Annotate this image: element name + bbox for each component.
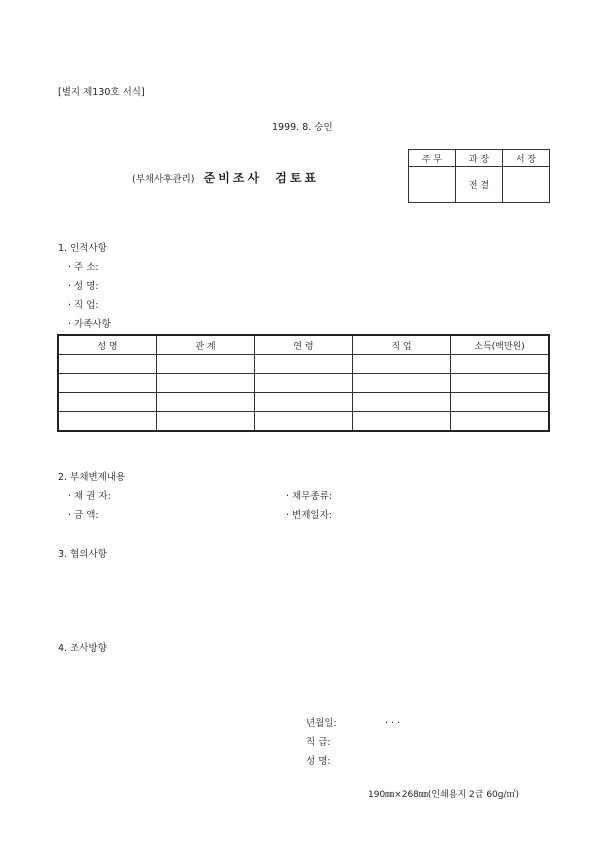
family-col-name: 성 명: [58, 335, 157, 355]
signature-name-field[interactable]: 성 명:: [306, 756, 331, 767]
approval-header-manager: 주 무: [409, 150, 456, 167]
signature-date-field[interactable]: . . .: [385, 715, 401, 726]
table-cell[interactable]: [255, 412, 353, 432]
table-cell[interactable]: [353, 393, 451, 412]
approval-header-director: 서 장: [503, 150, 550, 167]
table-cell[interactable]: [58, 355, 157, 374]
creditor-field[interactable]: · 채 권 자:: [68, 491, 111, 502]
title-main: 준비조사: [203, 171, 263, 185]
amount-field[interactable]: · 금 액:: [68, 510, 99, 521]
family-col-job: 직 업: [353, 335, 451, 355]
approval-cell-director[interactable]: [503, 167, 550, 203]
section-consultation-heading: 3. 협의사항: [58, 549, 107, 560]
repay-date-field[interactable]: · 변제일자:: [286, 510, 332, 521]
table-cell[interactable]: [255, 355, 353, 374]
table-cell[interactable]: [353, 412, 451, 432]
approval-cell-manager[interactable]: [409, 167, 456, 203]
section-personal-heading: 1. 인적사항: [58, 243, 107, 254]
table-cell[interactable]: [451, 374, 550, 393]
signature-date-label: 년월일:: [306, 718, 337, 729]
address-field[interactable]: · 주 소:: [68, 262, 99, 273]
name-field[interactable]: · 성 명:: [68, 281, 99, 292]
table-cell[interactable]: [255, 393, 353, 412]
family-label: · 가족사항: [68, 319, 111, 330]
table-cell[interactable]: [157, 374, 255, 393]
table-cell[interactable]: [58, 412, 157, 432]
table-cell[interactable]: [353, 374, 451, 393]
table-row: [58, 355, 549, 374]
table-cell[interactable]: [451, 412, 550, 432]
table-cell[interactable]: [255, 374, 353, 393]
section-debt-heading: 2. 부채변제내용: [58, 472, 126, 483]
table-cell[interactable]: [58, 393, 157, 412]
title-main-2: 검토표: [275, 171, 320, 185]
title-prefix: (부채사후관리): [132, 174, 195, 185]
table-row: [58, 374, 549, 393]
job-field[interactable]: · 직 업:: [68, 300, 99, 311]
family-col-income: 소득(백만원): [451, 335, 550, 355]
table-cell[interactable]: [58, 374, 157, 393]
family-table-header: [58, 335, 549, 355]
table-cell[interactable]: [451, 393, 550, 412]
approval-header-section-chief: 과 장: [456, 150, 503, 167]
table-cell[interactable]: [157, 412, 255, 432]
document-title: [132, 169, 319, 186]
family-col-age: 연 령: [255, 335, 353, 355]
table-cell[interactable]: [353, 355, 451, 374]
approval-box: [408, 149, 550, 203]
family-col-relation: 관 계: [157, 335, 255, 355]
signature-rank-field[interactable]: 직 급:: [306, 737, 331, 748]
table-cell[interactable]: [157, 355, 255, 374]
section-direction-heading: 4. 조사방향: [58, 643, 107, 654]
paper-spec-footer: 190㎜×268㎜(인쇄용지 2급 60g/㎡): [368, 790, 520, 800]
form-reference: [별지 제130호 서식]: [58, 87, 145, 98]
table-cell[interactable]: [451, 355, 550, 374]
approval-note: 1999. 8. 승인: [272, 122, 333, 133]
table-row: [58, 412, 549, 432]
approval-cell-section-chief[interactable]: 전 결: [456, 167, 503, 203]
family-table: [57, 334, 550, 432]
table-cell[interactable]: [157, 393, 255, 412]
table-row: [58, 393, 549, 412]
debt-type-field[interactable]: · 채무종류:: [286, 491, 332, 502]
